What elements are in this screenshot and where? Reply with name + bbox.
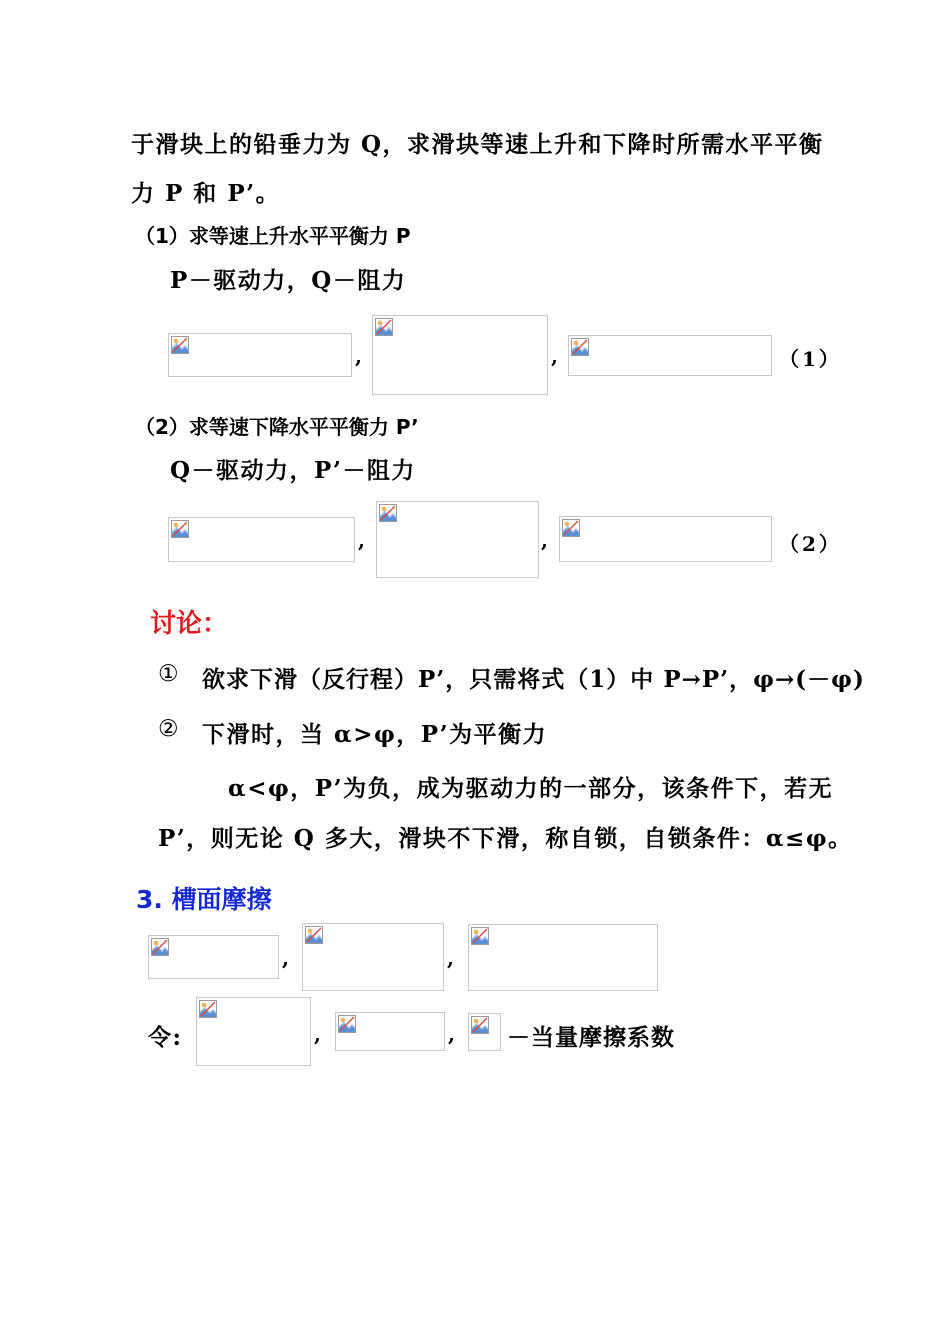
formula-3a bbox=[148, 935, 279, 979]
separator: , bbox=[355, 344, 362, 368]
section-3-title: 3. 槽面摩擦 bbox=[136, 885, 272, 914]
formula-1b bbox=[372, 315, 548, 395]
broken-image-icon bbox=[199, 1000, 217, 1018]
equation-number-2: （2） bbox=[779, 532, 842, 556]
separator: , bbox=[447, 946, 454, 970]
separator: , bbox=[282, 946, 289, 970]
item2-marker: ② bbox=[158, 716, 181, 742]
broken-image-icon bbox=[305, 926, 323, 944]
item1-marker: ① bbox=[158, 661, 181, 687]
case1-heading: （1）求等速上升水平平衡力 P bbox=[135, 224, 411, 248]
broken-image-icon bbox=[379, 504, 397, 522]
separator: , bbox=[448, 1022, 455, 1046]
intro-line-2: 力 P 和 P’。 bbox=[131, 180, 281, 207]
formula-3e bbox=[335, 1012, 445, 1051]
item2-continuation-1: α<φ，P’为负，成为驱动力的一部分，该条件下，若无 bbox=[228, 775, 834, 802]
item2-continuation-2: P’，则无论 Q 多大，滑块不下滑，称自锁，自锁条件：α≤φ。 bbox=[158, 825, 853, 852]
formula-1a bbox=[168, 333, 352, 377]
formula-1c bbox=[568, 335, 772, 376]
item2-text: 下滑时，当 α>φ，P’为平衡力 bbox=[202, 721, 548, 748]
broken-image-icon bbox=[571, 338, 589, 356]
broken-image-icon bbox=[471, 1016, 489, 1034]
broken-image-icon bbox=[338, 1015, 356, 1033]
separator: , bbox=[314, 1022, 321, 1046]
case2-heading: （2）求等速下降水平平衡力 P’ bbox=[135, 415, 419, 439]
case1-roles: P－驱动力，Q－阻力 bbox=[170, 267, 407, 294]
discussion-title: 讨论： bbox=[150, 609, 229, 639]
broken-image-icon bbox=[375, 318, 393, 336]
separator: , bbox=[541, 528, 548, 552]
formula-3d bbox=[196, 997, 311, 1066]
separator: , bbox=[358, 528, 365, 552]
broken-image-icon bbox=[471, 927, 489, 945]
separator: , bbox=[551, 344, 558, 368]
broken-image-icon bbox=[562, 519, 580, 537]
formula-3c bbox=[468, 924, 658, 991]
case2-roles: Q－驱动力，P’－阻力 bbox=[170, 457, 416, 484]
formula-3f bbox=[468, 1013, 501, 1051]
let-label: 令: bbox=[148, 1024, 183, 1051]
formula-3b bbox=[302, 923, 444, 991]
formula-2b bbox=[376, 501, 539, 578]
formula-2c bbox=[559, 516, 772, 562]
item1-text: 欲求下滑（反行程）P’，只需将式（1）中 P→P’，φ→(－φ) bbox=[202, 666, 865, 693]
equivalent-friction-label: －当量摩擦系数 bbox=[507, 1024, 675, 1051]
intro-line-1: 于滑块上的铅垂力为 Q，求滑块等速上升和下降时所需水平平衡 bbox=[131, 131, 824, 158]
formula-2a bbox=[168, 517, 355, 562]
equation-number-1: （1） bbox=[779, 347, 842, 371]
broken-image-icon bbox=[171, 520, 189, 538]
broken-image-icon bbox=[171, 336, 189, 354]
broken-image-icon bbox=[151, 938, 169, 956]
